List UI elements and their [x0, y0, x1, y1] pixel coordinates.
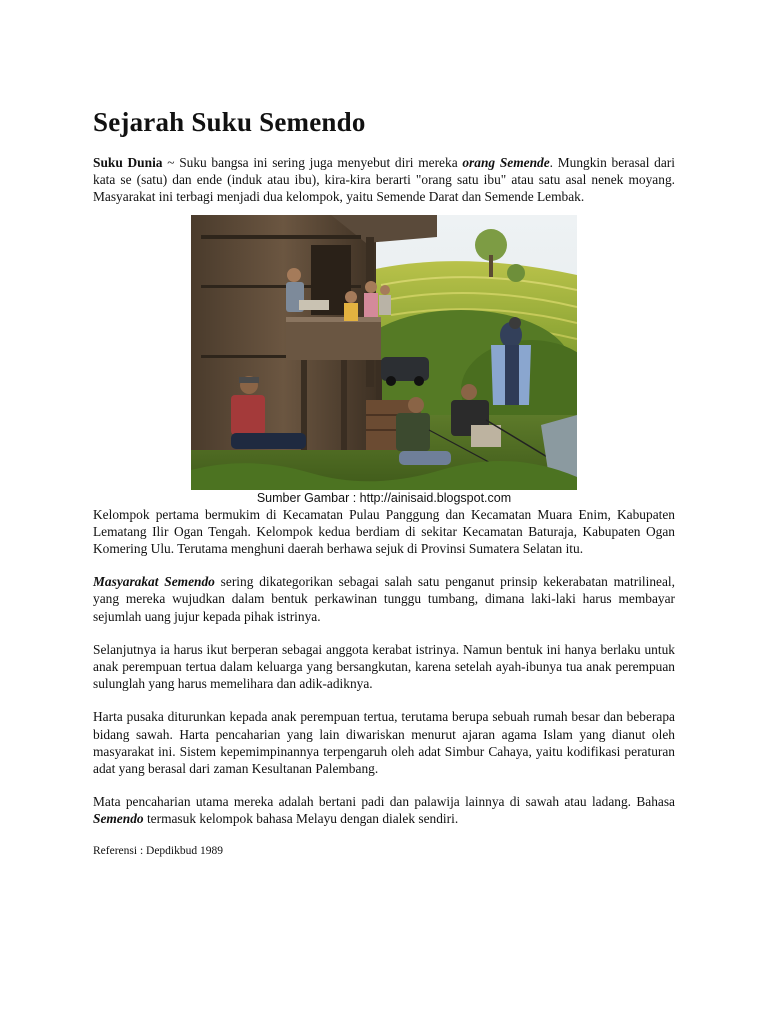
paragraph-5	[93, 793, 675, 827]
paragraph-2-text: sering dikategorikan sebagai salah satu penganut prinsip kekerabatan matrilineal, yang mereka wujudkan dalam bentuk perkawinan tunggu tumbang, dimana laki-laki harus membayar sejumlah uang jujur kepada pihak istrinya.	[93, 574, 676, 624]
source-name: Suku Dunia	[93, 155, 163, 170]
paragraph-5-text-b: termasuk kelompok bahasa Melayu dengan dialek sendiri.	[143, 811, 459, 827]
village-photo	[191, 215, 577, 490]
document-page	[93, 104, 675, 858]
paragraph-2-emphasis: Masyarakat Semendo	[93, 574, 215, 590]
source-separator: ~	[162, 155, 180, 170]
intro-text-a: Suku bangsa ini sering juga menyebut diri mereka	[179, 155, 463, 170]
intro-text-b: . Mungkin berasal dari kata se (satu) dan ende (induk atau ibu), kira-kira berarti "orang satu ibu" atau satu asal nenek moyang. Masyarakat ini terbagi menjadi dua kelompok, yaitu Semende Darat dan Semende Lembak.	[93, 155, 675, 205]
reference-line: Referensi : Depdikbud 1989	[93, 844, 223, 857]
paragraph-2	[93, 573, 675, 625]
page-title: Sejarah Suku Semendo	[93, 107, 366, 137]
paragraph-4: Harta pusaka diturunkan kepada anak perempuan tertua, terutama berupa sebuah rumah besar dan beberapa bidang sawah. Harta pencaharian yang lain diwariskan menurut ajaran agama Islam yang dianut oleh masyarakat ini. Sistem kepemimpinannya terpengaruh oleh adat Simbur Cahaya, yaitu kodifikasi peraturan adat yang berasal dari zaman Kesultanan Palembang.	[93, 709, 675, 777]
intro-emphasis: orang Semende	[462, 155, 550, 170]
paragraph-5-text-a: Mata pencaharian utama mereka adalah bertani padi dan palawija lainnya di sawah atau ladang. Bahasa	[93, 794, 675, 810]
paragraph-1: Kelompok pertama bermukim di Kecamatan Pulau Panggung dan Kecamatan Muara Enim, Kabupaten Lematang Ilir Ogan Tengah. Kelompok kedua berdiam di sekitar Kecamatan Baturaja, Kabupaten Ogan Komering Ulu. Terutama menghuni daerah berhawa sejuk di Provinsi Sumatera Selatan itu.	[93, 506, 675, 557]
intro-paragraph	[93, 154, 675, 206]
paragraph-5-emphasis: Semendo	[93, 811, 144, 827]
figure-caption: Sumber Gambar : http://ainisaid.blogspot.com	[256, 490, 512, 505]
paragraph-3: Selanjutnya ia harus ikut berperan sebagai anggota kerabat istrinya. Namun bentuk ini hanya berlaku untuk anak perempuan tertua dalam keluarga yang bersangkutan, karena setelah ayah-ibunya tua anak perempuan sulunglah yang harus memelihara dan adik-adiknya.	[93, 641, 675, 692]
figure	[93, 215, 675, 506]
